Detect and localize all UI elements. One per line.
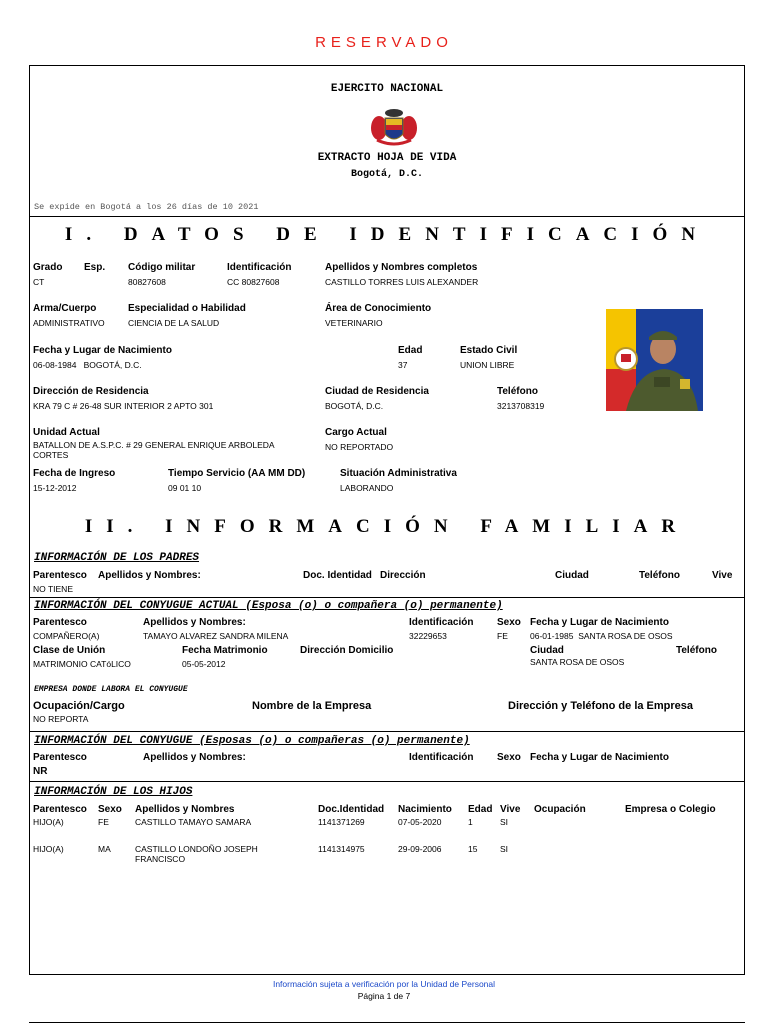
conyuge-col: Apellidos y Nombres: [143, 617, 246, 628]
hijos-heading: INFORMACIÓN DE LOS HIJOS [34, 786, 193, 798]
conyuges-col: Parentesco [33, 752, 87, 763]
padres-col: Apellidos y Nombres: [98, 570, 201, 581]
portrait-photo [606, 309, 703, 411]
conyuge-cell2: MATRIMONIO CATóLICO [33, 659, 131, 669]
reserved-mark: RESERVADO [315, 34, 453, 51]
divider [29, 781, 745, 782]
conyuge-cell2: 05-05-2012 [182, 659, 226, 669]
unidad-value: BATALLON DE A.S.P.C. # 29 GENERAL ENRIQUE ARBOLEDA CORTES [33, 440, 275, 460]
conyuges-col: Apellidos y Nombres: [143, 752, 246, 763]
area-label: Área de Conocimiento [325, 303, 432, 314]
conyuges-col: Fecha y Lugar de Nacimiento [530, 752, 669, 763]
codigo-label: Código militar [128, 262, 196, 273]
divider [29, 731, 745, 732]
doc-city: Bogotá, D.C. [350, 169, 423, 180]
conyuges-col: Sexo [497, 752, 521, 763]
padres-col: Vive [712, 570, 733, 581]
hijos-col: Vive [500, 804, 521, 815]
grado-label: Grado [33, 262, 63, 273]
hijo-cell: CASTILLO LONDOÑO JOSEPH FRANCISCO [135, 844, 258, 864]
ingreso-value: 15-12-2012 [33, 483, 77, 493]
especialidad-value: CIENCIA DE LA SALUD [128, 318, 220, 328]
conyuge-cell2: SANTA ROSA DE OSOS [530, 657, 625, 667]
conyuges-heading: INFORMACIÓN DEL CONYUGUE (Esposas (o) o compañeras (o) permanente) [34, 735, 470, 747]
situacion-value: LABORANDO [340, 483, 394, 493]
hijo-cell: 1 [468, 817, 473, 827]
conyuge-col2: Teléfono [676, 645, 717, 656]
esp-label: Esp. [84, 262, 106, 273]
verification-note: Información sujeta a verificación por la Unidad de Personal [272, 979, 496, 989]
direccion-label: Dirección de Residencia [33, 386, 149, 397]
ciudad-value: BOGOTÁ, D.C. [325, 401, 384, 411]
hijo-cell: FE [98, 817, 109, 827]
hijos-col: Empresa o Colegio [625, 804, 716, 815]
conyuge-col2: Fecha Matrimonio [182, 645, 268, 656]
hijo-cell: 15 [468, 844, 478, 854]
padres-col: Dirección [380, 570, 426, 581]
especialidad-label: Especialidad o Habilidad [128, 303, 246, 314]
hijos-col: Edad [468, 804, 493, 815]
ident-label: Identificación [227, 262, 292, 273]
conyuge-actual-heading: INFORMACIÓN DEL CONYUGUE ACTUAL (Esposa (o) o compañera (o) permanente) [34, 600, 503, 612]
bottom-rule [29, 1022, 745, 1023]
conyuge-col: Identificación [409, 617, 474, 628]
hijo-cell: HIJO(A) [33, 817, 64, 827]
hijo-cell: 07-05-2020 [398, 817, 442, 827]
empresa-heading: EMPRESA DONDE LABORA EL CONYUGUE [34, 685, 188, 694]
conyuge-cell: TAMAYO ALVAREZ SANDRA MILENA [143, 631, 289, 641]
hijos-col: Parentesco [33, 804, 87, 815]
ident-value: CC 80827608 [227, 277, 280, 287]
arma-value: ADMINISTRATIVO [33, 318, 105, 328]
hijo-cell: 1141314975 [318, 844, 365, 854]
telefono-value: 3213708319 [497, 401, 545, 411]
unidad-label: Unidad Actual [33, 427, 100, 438]
hijos-col: Sexo [98, 804, 122, 815]
empresa-col: Ocupación/Cargo [33, 700, 125, 712]
tiempo-label: Tiempo Servicio (AA MM DD) [168, 468, 306, 479]
conyuge-col2: Ciudad [530, 645, 564, 656]
hijo-cell: 29-09-2006 [398, 844, 442, 854]
edad-label: Edad [398, 345, 423, 356]
empresa-col: Dirección y Teléfono de la Empresa [508, 700, 694, 712]
padres-value: NO TIENE [33, 584, 73, 594]
direccion-value: KRA 79 C # 26-48 SUR INTERIOR 2 APTO 301 [33, 401, 214, 411]
ingreso-label: Fecha de Ingreso [33, 468, 116, 479]
ciudad-label: Ciudad de Residencia [325, 386, 429, 397]
hijo-cell: HIJO(A) [33, 844, 64, 854]
conyuge-col: Sexo [497, 617, 521, 628]
doc-title: EXTRACTO HOJA DE VIDA [317, 152, 457, 164]
conyuge-cell: FE [497, 631, 508, 641]
hijos-col: Ocupación [534, 804, 586, 815]
conyuge-col: Parentesco [33, 617, 87, 628]
telefono-label: Teléfono [497, 386, 538, 397]
hijo-cell: SI [500, 844, 509, 854]
org-name: EJERCITO NACIONAL [330, 83, 444, 95]
conyuge-col: Fecha y Lugar de Nacimiento [530, 617, 669, 628]
civil-label: Estado Civil [460, 345, 518, 356]
hijo-cell: MA [98, 844, 111, 854]
conyuge-col2: Clase de Unión [33, 645, 106, 656]
conyuges-value: NR [33, 766, 48, 777]
situacion-label: Situación Administrativa [340, 468, 457, 479]
conyuge-cell: 32229653 [409, 631, 447, 641]
issued-line: Se expide en Bogotá a los 26 días de 10 2021 [34, 202, 259, 212]
padres-col: Parentesco [33, 570, 87, 581]
hijo-cell: CASTILLO TAMAYO SAMARA [135, 817, 252, 827]
padres-col: Teléfono [639, 570, 680, 581]
padres-col: Doc. Identidad [303, 570, 372, 581]
grado-value: CT [33, 277, 45, 287]
nombres-label: Apellidos y Nombres completos [325, 262, 478, 273]
nacimiento-label: Fecha y Lugar de Nacimiento [33, 345, 172, 356]
arma-label: Arma/Cuerpo [33, 303, 97, 314]
nacimiento-value: 06-08-1984 BOGOTÁ, D.C. [33, 360, 142, 370]
section2-title: II. INFORMACIÓN FAMILIAR [84, 516, 690, 537]
area-value: VETERINARIO [325, 318, 383, 328]
conyuge-col2: Dirección Domicilio [300, 645, 394, 656]
civil-value: UNION LIBRE [460, 360, 515, 370]
empresa-value: NO REPORTA [33, 714, 89, 724]
hijos-col: Apellidos y Nombres [135, 804, 235, 815]
coat-of-arms-icon [369, 106, 419, 148]
tiempo-value: 09 01 10 [168, 483, 202, 493]
hijos-col: Nacimiento [398, 804, 452, 815]
hijo-cell: SI [500, 817, 509, 827]
padres-heading: INFORMACIÓN DE LOS PADRES [34, 552, 200, 564]
divider [29, 216, 745, 217]
divider [29, 597, 745, 598]
padres-col: Ciudad [555, 570, 589, 581]
hijos-col: Doc.Identidad [318, 804, 385, 815]
cargo-label: Cargo Actual [325, 427, 387, 438]
section1-title: I. DATOS DE IDENTIFICACIÓN [64, 224, 710, 245]
codigo-value: 80827608 [128, 277, 166, 287]
hijo-cell: 1141371269 [318, 817, 365, 827]
empresa-col: Nombre de la Empresa [252, 700, 372, 712]
conyuges-col: Identificación [409, 752, 474, 763]
conyuge-cell: 06-01-1985 SANTA ROSA DE OSOS [530, 631, 673, 641]
cargo-value: NO REPORTADO [325, 442, 394, 452]
page-number: Página 1 de 7 [357, 991, 411, 1001]
conyuge-cell: COMPAÑERO(A) [33, 631, 100, 641]
nombres-value: CASTILLO TORRES LUIS ALEXANDER [325, 277, 479, 287]
edad-value: 37 [398, 360, 408, 370]
